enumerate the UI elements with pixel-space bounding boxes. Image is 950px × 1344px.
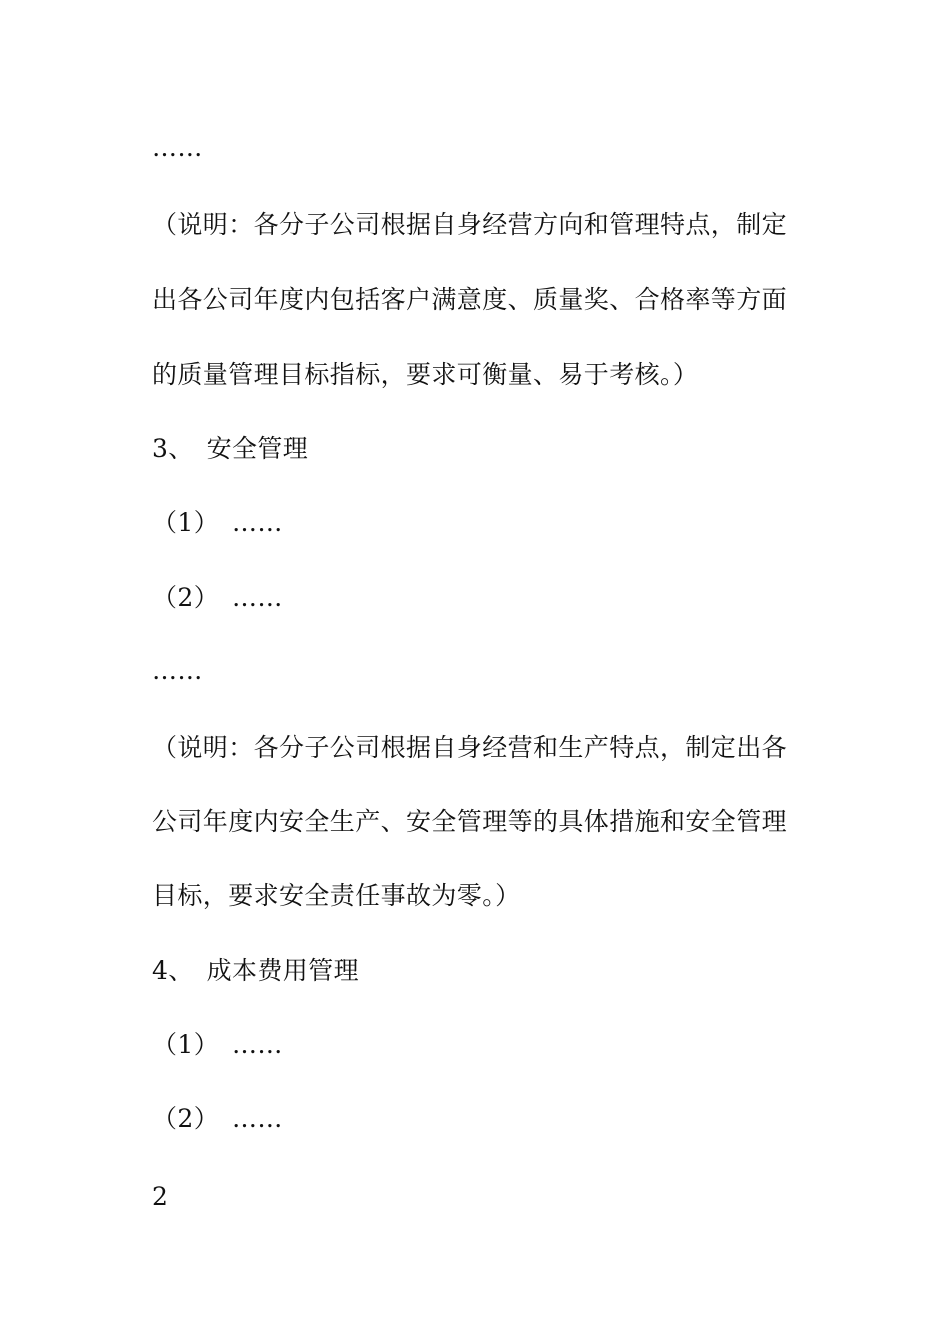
note-paragraph-line: 公司年度内安全生产、安全管理等的具体措施和安全管理: [152, 807, 788, 836]
list-item: （2） ……: [152, 583, 283, 612]
note-paragraph-line: （说明：各分子公司根据自身经营和生产特点，制定出各: [152, 733, 788, 762]
list-item: （1） ……: [152, 508, 283, 537]
ellipsis-line: ……: [152, 133, 203, 162]
section-heading-cost: 4、 成本费用管理: [152, 956, 360, 985]
list-item: （2） ……: [152, 1104, 283, 1133]
note-paragraph-line: 出各公司年度内包括客户满意度、质量奖、合格率等方面: [152, 285, 788, 314]
note-paragraph-line: （说明：各分子公司根据自身经营方向和管理特点，制定: [152, 210, 788, 239]
note-paragraph-line: 目标，要求安全责任事故为零。）: [152, 881, 521, 910]
note-paragraph-line: 的质量管理目标指标，要求可衡量、易于考核。）: [152, 360, 699, 389]
section-heading-safety: 3、 安全管理: [152, 434, 309, 463]
page-number: 2: [152, 1182, 169, 1211]
list-item: （1） ……: [152, 1030, 283, 1059]
ellipsis-line: ……: [152, 656, 203, 685]
